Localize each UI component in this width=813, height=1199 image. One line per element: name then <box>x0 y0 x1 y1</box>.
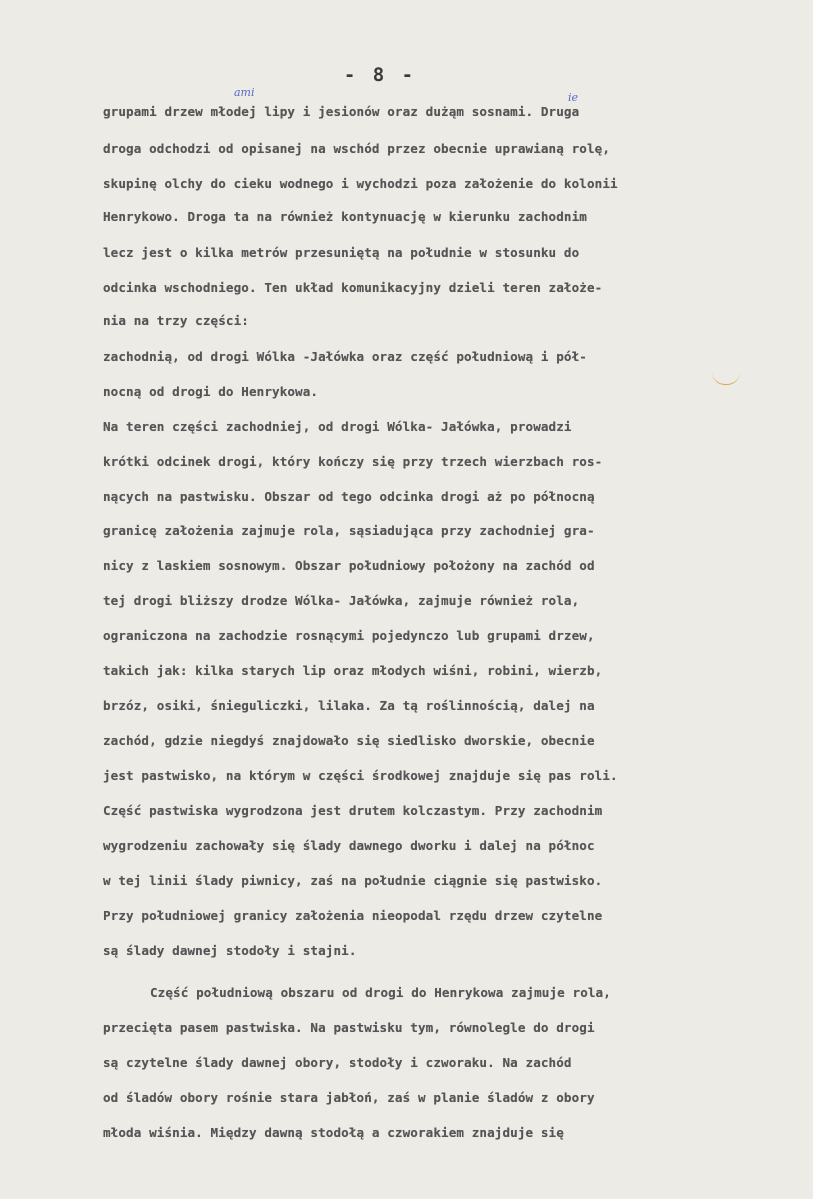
text-line: Henrykowo. Droga ta na również kontynuację w kierunku zachodnim <box>103 209 587 224</box>
text-line: Przy południowej granicy założenia nieopodal rzędu drzew czytelne <box>103 908 603 923</box>
text-line: nicy z laskiem sosnowym. Obszar południowy położony na zachód od <box>103 558 595 573</box>
text-line: wygrodzeniu zachowały się ślady dawnego dworku i dalej na północ <box>103 838 595 853</box>
text-line: nocną od drogi do Henrykowa. <box>103 384 319 399</box>
text-line: są ślady dawnej stodoły i stajni. <box>103 943 357 958</box>
text-line: droga odchodzi od opisanej na wschód przez obecnie uprawianą rolę, <box>103 141 611 156</box>
text-line: są czytelne ślady dawnej obory, stodoły i czworaku. Na zachód <box>103 1055 572 1070</box>
text-line: Część południową obszaru od drogi do Henrykowa zajmuje rola, <box>150 985 611 1000</box>
text-line: przecięta pasem pastwiska. Na pastwisku tym, równolegle do drogi <box>103 1020 595 1035</box>
handwritten-annotation: ie <box>568 91 579 104</box>
text-line: jest pastwisko, na którym w części środkowej znajduje się pas roli. <box>103 768 618 783</box>
text-line: skupinę olchy do cieku wodnego i wychodzi poza założenie do kolonii <box>103 176 618 191</box>
handwritten-mark <box>712 372 740 385</box>
text-line: nia na trzy części: <box>103 313 249 328</box>
text-line: Część pastwiska wygrodzona jest drutem kolczastym. Przy zachodnim <box>103 803 603 818</box>
text-line: młoda wiśnia. Między dawną stodołą a czworakiem znajduje się <box>103 1125 564 1140</box>
text-line: Na teren części zachodniej, od drogi Wólka- Jałówka, prowadzi <box>103 419 572 434</box>
text-line: w tej linii ślady piwnicy, zaś na południe ciągnie się pastwisko. <box>103 873 603 888</box>
text-line: takich jak: kilka starych lip oraz młodych wiśni, robini, wierzb, <box>103 663 603 678</box>
text-line: grupami drzew młodej lipy i jesionów oraz dużąm sosnami. Druga <box>103 104 580 119</box>
text-line: zachód, gdzie niegdyś znajdowało się siedlisko dworskie, obecnie <box>103 733 595 748</box>
handwritten-annotation: ami <box>234 86 255 99</box>
text-line: ograniczona na zachodzie rosnącymi pojedynczo lub grupami drzew, <box>103 628 595 643</box>
text-line: krótki odcinek drogi, który kończy się przy trzech wierzbach ros- <box>103 454 603 469</box>
text-line: granicę założenia zajmuje rola, sąsiadująca przy zachodniej gra- <box>103 523 595 538</box>
text-line: od śladów obory rośnie stara jabłoń, zaś w planie śladów z obory <box>103 1090 595 1105</box>
text-line: zachodnią, od drogi Wólka -Jałówka oraz część południową i pół- <box>103 349 587 364</box>
text-line: nących na pastwisku. Obszar od tego odcinka drogi aż po północną <box>103 489 595 504</box>
page-number: - 8 - <box>343 64 417 86</box>
text-line: odcinka wschodniego. Ten układ komunikacyjny dzieli teren założe- <box>103 280 603 295</box>
text-line: tej drogi bliższy drodze Wólka- Jałówka, zajmuje również rola, <box>103 593 580 608</box>
text-line: lecz jest o kilka metrów przesuniętą na południe w stosunku do <box>103 245 580 260</box>
text-line: brzóz, osiki, śnieguliczki, lilaka. Za tą roślinnością, dalej na <box>103 698 595 713</box>
